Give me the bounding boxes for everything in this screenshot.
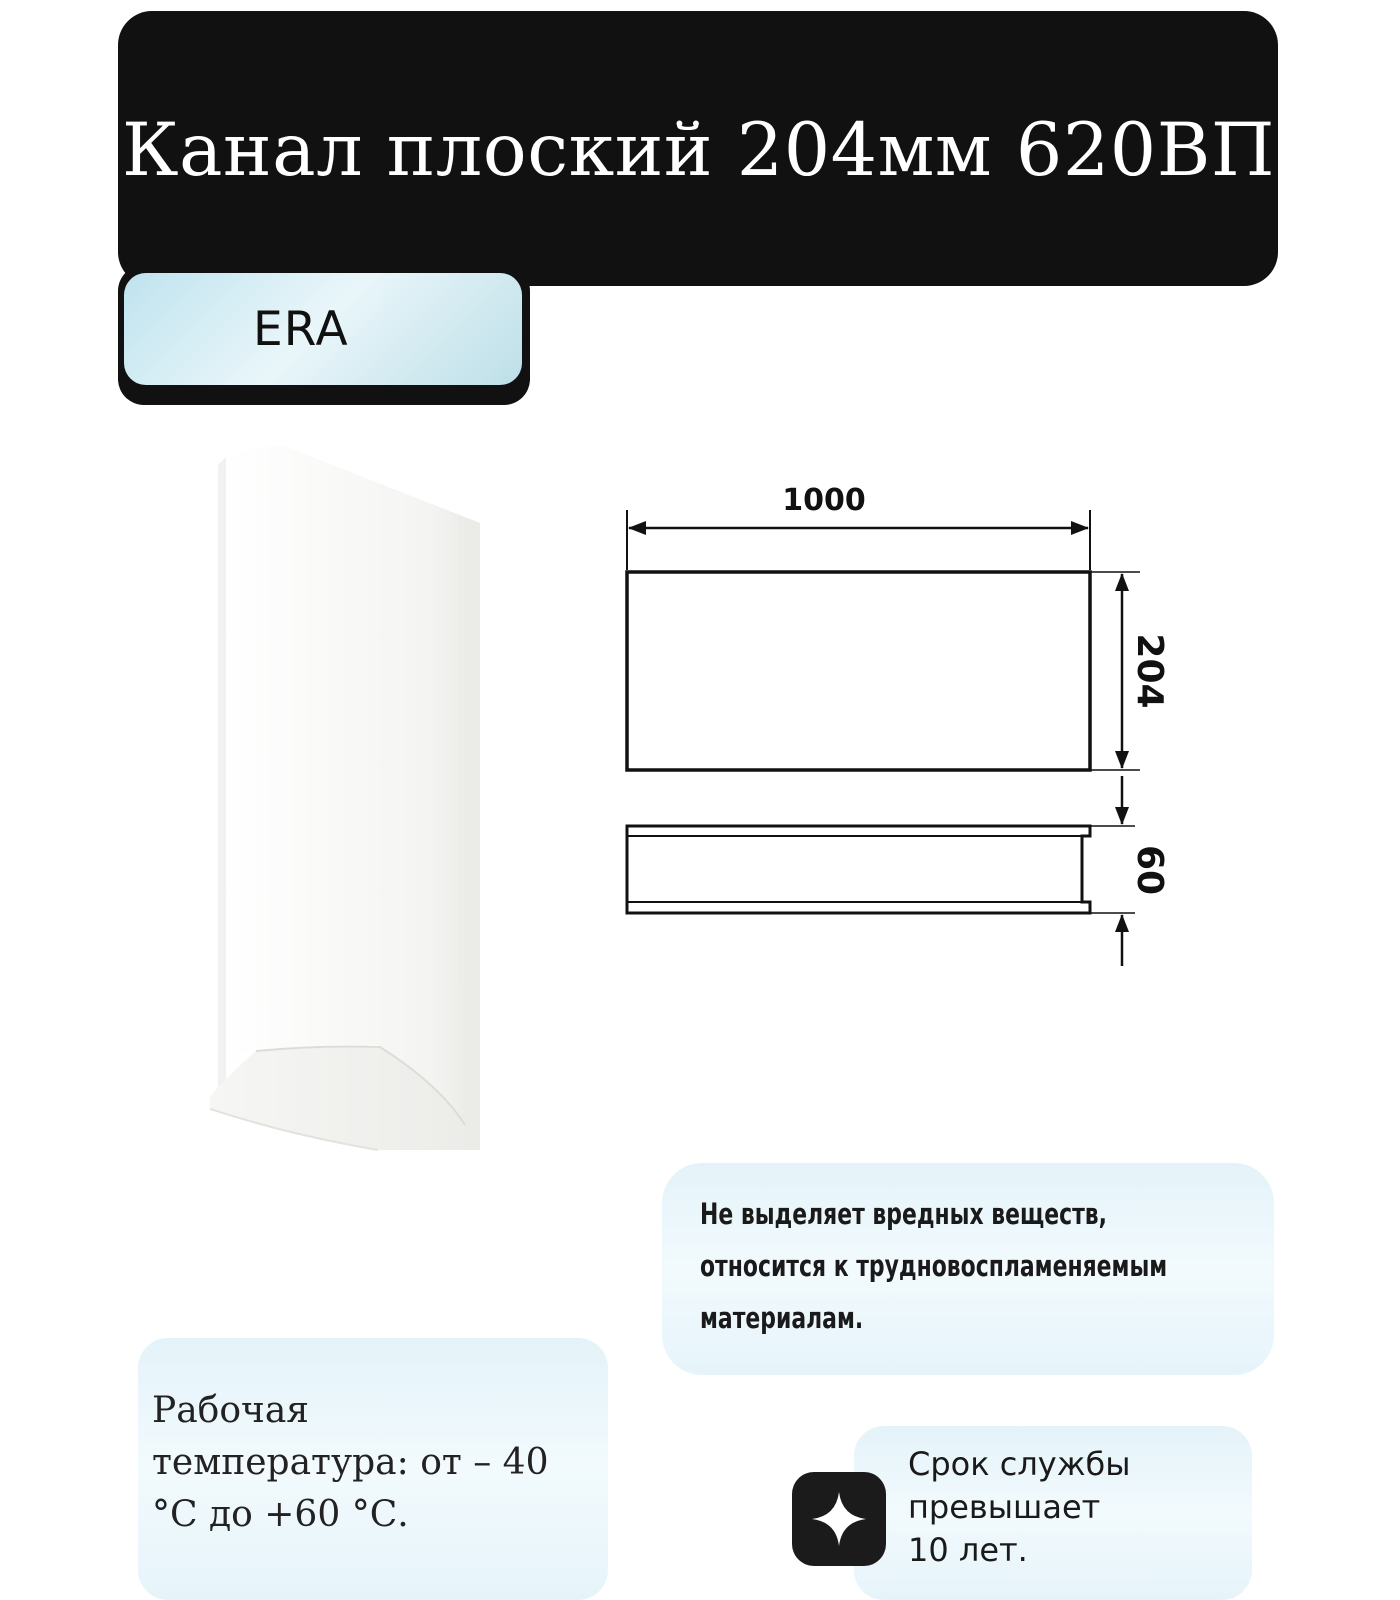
lifetime-description bbox=[908, 1443, 1131, 1572]
lifetime-line: Срок службы bbox=[908, 1445, 1131, 1483]
height-label: 204 bbox=[1129, 633, 1170, 709]
product-image bbox=[210, 445, 500, 1205]
lifetime-line: превышает bbox=[908, 1488, 1101, 1526]
depth-label: 60 bbox=[1129, 844, 1170, 896]
temperature-line: Рабочая bbox=[152, 1390, 310, 1431]
safety-line: материалам. bbox=[700, 1301, 864, 1335]
dimension-drawing bbox=[620, 480, 1220, 1000]
sparkle-icon bbox=[792, 1472, 886, 1566]
temperature-line: °С до +60 °С. bbox=[152, 1494, 409, 1535]
length-label: 1000 bbox=[782, 483, 866, 518]
temperature-line: температура: от – 40 bbox=[152, 1442, 549, 1483]
front-view bbox=[627, 572, 1090, 770]
safety-line: относится к трудновоспламеняемым bbox=[700, 1249, 1168, 1283]
safety-description bbox=[700, 1188, 1271, 1344]
brand-name: ERA bbox=[253, 302, 349, 357]
lifetime-line: 10 лет. bbox=[908, 1531, 1028, 1569]
side-view bbox=[627, 826, 1090, 913]
safety-line: Не выделяет вредных веществ, bbox=[700, 1197, 1107, 1231]
temperature-description bbox=[152, 1385, 549, 1541]
product-title: Канал плоский 204мм 620ВП bbox=[122, 108, 1276, 193]
